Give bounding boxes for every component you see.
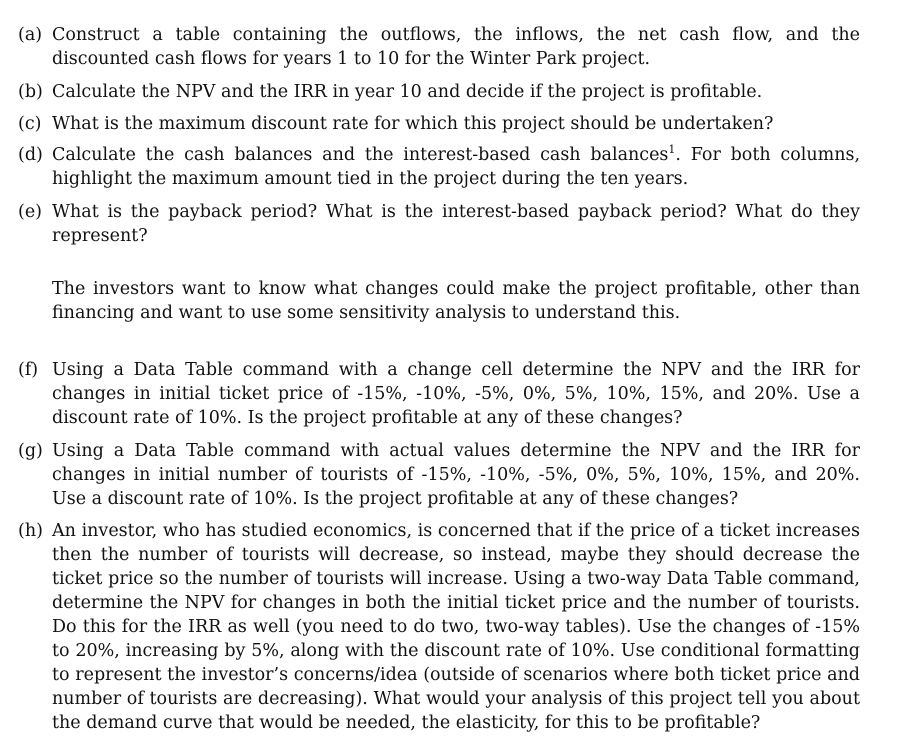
- question-text-before: Calculate the cash balances and the interest-based cash balances: [52, 145, 669, 165]
- question-label: (f): [18, 360, 39, 380]
- intro-paragraph: The investors want to know what changes could make the project profitable, other than financing and want to use some sensitivity analysis to understand this.: [52, 279, 860, 323]
- question-text-after: . For both columns, highlight the maximum amount tied in the project during the ten years.: [52, 145, 861, 189]
- question-text: Calculate the NPV and the IRR in year 10 and decide if the project is profitable.: [52, 82, 763, 102]
- question-label: (c): [18, 114, 42, 134]
- question-label: (a): [18, 25, 43, 45]
- question-text: What is the payback period? What is the interest-based payback period? What do they represent?: [52, 202, 860, 246]
- question-text: [52, 143, 860, 191]
- question-label: (h): [18, 521, 43, 541]
- footnote-marker: 1: [668, 143, 676, 156]
- question-label: (g): [18, 441, 43, 461]
- question-text: An investor, who has studied economics, is concerned that if the price of a ticket increases then the number of tourists will decrease, so instead, maybe they should decrease the ticket price so the number of tourists will increase. Using a two-way Data Table command, determine the NPV for changes in both the initial ticket price and the number of tourists. Do this for the IRR as well (you need to do two, two-way tables). Use the changes of -15% to 20%, increasing by 5%, along with the discount rate of 10%. Use conditional formatting to represent the investor’s concerns/idea (outside of scenarios where both ticket price and number of tourists are decreasing). What would your analysis of this project tell you about the demand curve that would be needed, the elasticity, for this to be profitable?: [52, 521, 860, 733]
- question-label: (d): [18, 145, 43, 165]
- question-label: (e): [18, 202, 43, 222]
- question-text: What is the maximum discount rate for which this project should be undertaken?: [52, 114, 774, 134]
- question-text: Construct a table containing the outflows, the inflows, the net cash flow, and the discounted cash flows for years 1 to 10 for the Winter Park project.: [52, 25, 860, 69]
- question-text: Using a Data Table command with a change cell determine the NPV and the IRR for changes in initial ticket price of -15%, -10%, -5%, 0%, 5%, 10%, 15%, and 20%. Use a discount rate of 10%. Is the project profitable at any of these changes?: [52, 360, 860, 428]
- question-label: (b): [18, 82, 43, 102]
- question-text: Using a Data Table command with actual values determine the NPV and the IRR for changes in initial number of tourists of -15%, -10%, -5%, 0%, 5%, 10%, 15%, and 20%. Use a discount rate of 10%. Is the project profitable at any of these changes?: [52, 441, 860, 509]
